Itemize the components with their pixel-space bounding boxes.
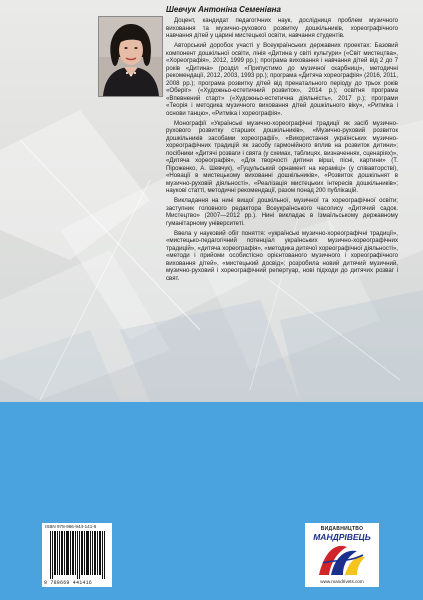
publisher-name: МАНДРІВЕЦЬ — [313, 532, 371, 542]
publisher-logo-icon — [317, 541, 367, 577]
publisher-url: www.mandrivets.com — [320, 579, 364, 584]
barcode-number: 9 789669 441416 — [44, 580, 93, 586]
author-name: Шевчук Антоніна Семенівна — [166, 5, 281, 14]
barcode-icon — [50, 531, 106, 579]
author-photo — [98, 16, 163, 97]
bio-paragraph-projects: Авторський доробок участі у Всеукраїнських державних проектах: Базовий компонент дошкільної освіти, лінія «Дитина у світі культури» («Світ мистецтва», «Хореографія», 2012, 1999 рр.); програма виховання і навчання дітей від 2 до 7 років «Дитина» (розділ «Припустимо до музичної скарбниці», методичні рекомендації, 2012, 2003, 1993 рр.); програма «Дитяча хореографія» (2016, 2011, 2008 рр.); програма розвитку дітей від пренатального періоду до трьох років «Оберіг» («Художньо-естетичний розвиток», 2014 р.); освітня програма «Впевнений старт» («Художньо-естетична діяльність», 2017 р.); програми «Теорія і методика музичного виховання дітей дошкільного віку», «Ритміка і основи танцю», «Ритміка і хореографія». — [166, 42, 398, 117]
publisher-label: ВИДАВНИЦТВО — [320, 526, 364, 532]
isbn-barcode-box — [42, 523, 112, 587]
bio-paragraph-teaching: Викладання на нині вищої дошкільної, музичної та хореографічної освіти; заступник головного редактора Всеукраїнського часопису «Дитячий садок. Мистецтво» (2007—2012 рр.). Нині викладає в Ізмаїльському державному гуманітарному університеті. — [166, 197, 398, 227]
publisher-logo-box — [305, 523, 379, 587]
isbn-label: ISBN 978-966-944-141-6 — [45, 524, 97, 529]
author-biography — [166, 17, 398, 285]
bio-paragraph-concepts: Ввела у науковий обіг поняття: «українські музично-хореографічні традиції», «мистецько-педагогічний потенціал українських музично-хореографічних традицій», «дитяча хореографія», «методика дитячої хореографічної діяльності», «методи і прийоми особистісно орієнтованого музичного і хореографічного виховання дітей», «мистецький досвід»; розробила новий дитячий музичний, музично-руховий і хореографічний репертуар, нові підходи до дитячих розваг і свят. — [166, 229, 398, 282]
bio-paragraph-position: Доцент, кандидат педагогічних наук, дослідниця проблем музичного виховання та музично-рухового розвитку дошкільників, хореографічного навчання дітей у царині мистецької освіти, навчання студентів. — [166, 17, 398, 39]
bio-paragraph-publications: Монографії «Українські музично-хореографічні традиції як засіб музично-рухового розвитку старших дошкільників», «Музично-руховий розвиток дошкільників засобами хореографії», «Використання українських музично-хореографічних традицій як засобу гармонійного вплив на розвиток дитини»; посібники «Дитячі розваги і свята (у схемах, таблицях, визначеннях, сценаріях)», «Дитяча хореографія», «Для творчості дитини вірші, пісні, картини» (Т. Піроженко, А. Шевчук), «Гуцульський орнамент на кераміці» (у співавторстві), «Новації в мистецькому вихованні дошкільників», «Розвиток дошкільнят в музично-руховій діяльності», «Реалізація мистецьких інтересів дошкільників»; наукові статті, методичні рекомендації, разом понад 200 публікацій. — [166, 119, 398, 195]
